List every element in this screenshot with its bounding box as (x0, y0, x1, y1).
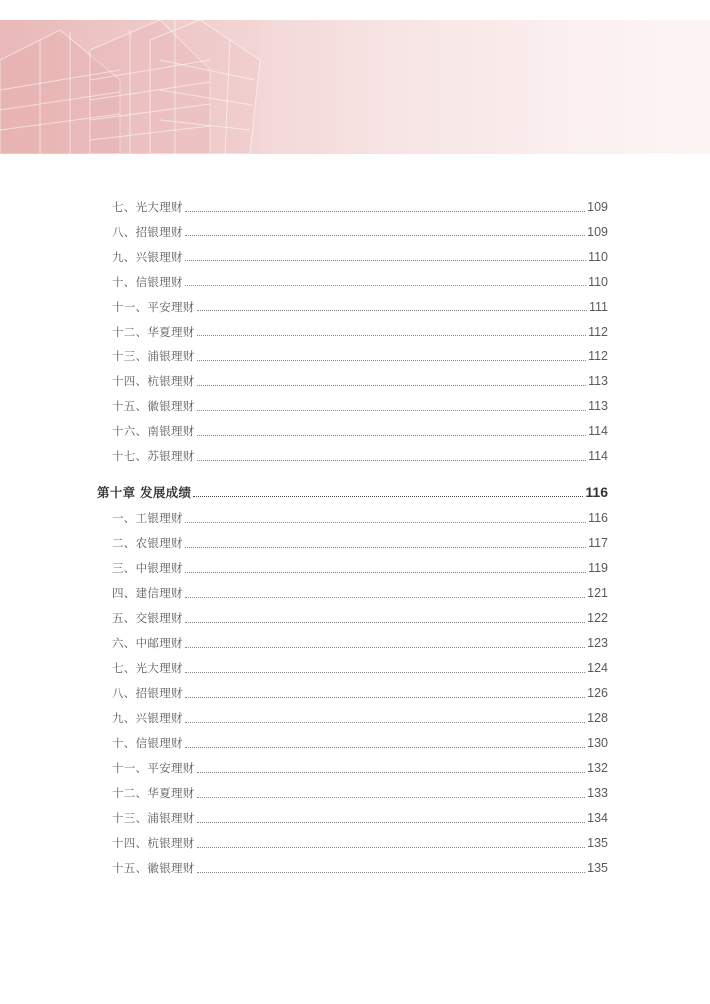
toc-entry[interactable] (112, 247, 608, 267)
dot-leader (185, 560, 586, 573)
toc-entry-label: 六、中邮理财 (112, 636, 183, 650)
page-number: 109 (587, 224, 608, 239)
toc-entry[interactable] (112, 222, 608, 242)
page-number: 133 (587, 786, 608, 800)
toc-entry-label: 七、光大理财 (112, 200, 183, 214)
dot-leader (185, 610, 585, 623)
dot-leader (185, 660, 585, 673)
dot-leader (185, 685, 585, 698)
toc-entry[interactable] (112, 371, 608, 391)
toc-entry[interactable] (112, 808, 608, 828)
toc-entry-label: 七、光大理财 (112, 661, 183, 675)
page-number: 124 (587, 661, 608, 675)
toc-entry-label: 四、建信理财 (112, 586, 183, 600)
page-number: 114 (588, 424, 608, 439)
page-number: 123 (587, 636, 608, 650)
dot-leader (185, 223, 585, 236)
toc-entry-label: 一、工银理财 (112, 511, 183, 525)
toc-entry[interactable] (112, 583, 608, 603)
dot-leader (197, 373, 586, 386)
page-number: 110 (588, 274, 608, 289)
page-number: 132 (587, 761, 608, 775)
toc-entry[interactable] (112, 833, 608, 853)
toc-entry[interactable] (112, 758, 608, 778)
toc-entry[interactable] (112, 633, 608, 653)
toc-entry-label: 十五、徽银理财 (112, 861, 195, 875)
dot-leader (193, 484, 583, 497)
page-number: 116 (588, 511, 608, 525)
page-number: 135 (587, 861, 608, 875)
page-number: 113 (588, 374, 608, 389)
toc-chapter-entry[interactable] (97, 482, 608, 502)
toc-entry-label: 十四、杭银理财 (112, 836, 195, 850)
dot-leader (185, 535, 586, 548)
toc-entry[interactable] (112, 508, 608, 528)
toc-entry[interactable] (112, 297, 608, 317)
page-number: 110 (588, 249, 608, 264)
toc-entry-label: 十七、苏银理财 (112, 449, 195, 463)
dot-leader (197, 323, 586, 336)
page-number: 128 (587, 711, 608, 725)
dot-leader (197, 398, 586, 411)
dot-leader (197, 785, 586, 798)
toc-entry-label: 八、招银理财 (112, 224, 183, 239)
dot-leader (185, 199, 585, 212)
page-number: 112 (588, 324, 608, 339)
dot-leader (185, 585, 585, 598)
toc-entry[interactable] (112, 396, 608, 416)
dot-leader (185, 735, 585, 748)
toc-entry-label: 十三、浦银理财 (112, 349, 195, 364)
dot-leader (185, 510, 586, 523)
toc-entry[interactable] (112, 608, 608, 628)
page-number: 130 (587, 736, 608, 750)
toc-entry-label: 九、兴银理财 (112, 711, 183, 725)
dot-leader (185, 273, 586, 286)
dot-leader (197, 810, 586, 823)
toc-entry-label: 十、信银理财 (112, 736, 183, 750)
page-number: 116 (585, 484, 608, 500)
dot-leader (197, 760, 586, 773)
page-number: 114 (588, 449, 608, 463)
page-number: 134 (587, 811, 608, 825)
page-number: 119 (588, 561, 608, 575)
toc-entry[interactable] (112, 733, 608, 753)
toc-entry-label: 十一、平安理财 (112, 299, 195, 314)
dot-leader (197, 348, 586, 361)
page-number: 109 (587, 200, 608, 214)
toc-entry[interactable] (112, 197, 608, 217)
page-number: 122 (587, 611, 608, 625)
toc-entry-label: 十三、浦银理财 (112, 811, 195, 825)
page-number: 111 (588, 299, 608, 314)
page-number: 117 (588, 536, 608, 550)
toc-entry-label: 十二、华夏理财 (112, 786, 195, 800)
page-number: 112 (588, 349, 608, 364)
toc-entry[interactable] (112, 272, 608, 292)
chapter-title: 第十章 发展成绩 (97, 485, 192, 500)
dot-leader (197, 835, 586, 848)
toc-entry-label: 五、交银理财 (112, 611, 183, 625)
dot-leader (197, 448, 586, 461)
toc-entry[interactable] (112, 708, 608, 728)
toc-entry[interactable] (112, 421, 608, 441)
toc-entry-label: 十四、杭银理财 (112, 374, 195, 389)
toc-entry-label: 十六、南银理财 (112, 424, 195, 439)
dot-leader (185, 710, 585, 723)
toc-entry[interactable] (112, 322, 608, 342)
dot-leader (197, 423, 586, 436)
toc-entry[interactable] (112, 658, 608, 678)
page-number: 135 (587, 836, 608, 850)
toc-entry[interactable] (112, 346, 608, 366)
toc-entry-label: 十一、平安理财 (112, 761, 195, 775)
page-number: 113 (588, 399, 608, 414)
page-number: 126 (587, 686, 608, 700)
page-number: 121 (587, 586, 608, 600)
dot-leader (197, 298, 587, 311)
toc-entry-label: 十、信银理财 (112, 274, 183, 289)
toc-entry-label: 二、农银理财 (112, 536, 183, 550)
toc-entry-label: 十二、华夏理财 (112, 324, 195, 339)
dot-leader (185, 635, 585, 648)
dot-leader (197, 860, 586, 873)
toc-entry[interactable] (112, 446, 608, 466)
toc-entry[interactable] (112, 533, 608, 553)
toc-entry-label: 八、招银理财 (112, 686, 183, 700)
toc-entry[interactable] (112, 783, 608, 803)
toc-entry-label: 十五、徽银理财 (112, 399, 195, 414)
toc-entry-label: 三、中银理财 (112, 561, 183, 575)
toc-entry[interactable] (112, 558, 608, 578)
toc-entry-label: 九、兴银理财 (112, 249, 183, 264)
toc-entry[interactable] (112, 683, 608, 703)
toc-entry[interactable] (112, 858, 608, 878)
dot-leader (185, 248, 586, 261)
